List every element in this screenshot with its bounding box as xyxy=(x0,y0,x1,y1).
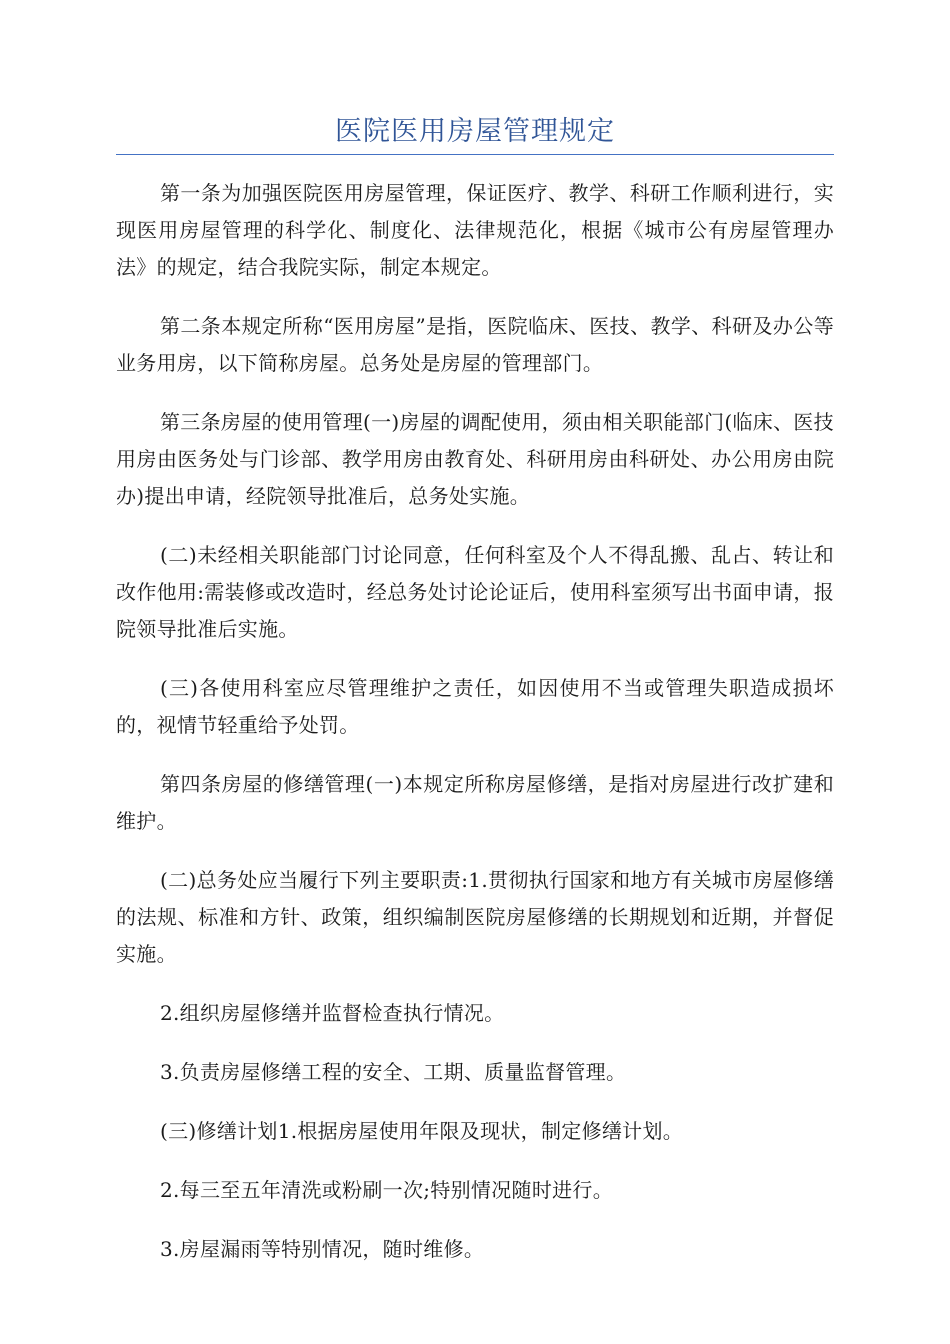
paragraph-article-3-item-3: (三)各使用科室应尽管理维护之责任，如因使用不当或管理失职造成损坏的，视情节轻重给予处罚。 xyxy=(116,676,834,737)
paragraph-plan-2: 2.每三至五年清洗或粉刷一次;特别情况随时进行。 xyxy=(160,1178,614,1202)
paragraph-article-4: 第四条房屋的修缮管理(一)本规定所称房屋修缮，是指对房屋进行改扩建和维护。 xyxy=(116,772,834,833)
paragraph-plan-3: 3.房屋漏雨等特别情况，随时维修。 xyxy=(160,1237,485,1261)
paragraph-duty-2: 2.组织房屋修缮并监督检查执行情况。 xyxy=(160,1001,505,1025)
title-underline xyxy=(116,154,834,155)
paragraph-article-4-item-2: (二)总务处应当履行下列主要职责:1.贯彻执行国家和地方有关城市房屋修缮的法规、标准和方针、政策，组织编制医院房屋修缮的长期规划和近期，并督促实施。 xyxy=(116,868,834,966)
document-body xyxy=(116,175,834,1290)
paragraph-article-4-item-3: (三)修缮计划1.根据房屋使用年限及现状，制定修缮计划。 xyxy=(160,1119,684,1143)
paragraph-article-3-item-2: (二)未经相关职能部门讨论同意，任何科室及个人不得乱搬、乱占、转让和改作他用:需装修或改造时，经总务处讨论论证后，使用科室须写出书面申请，报院领导批准后实施。 xyxy=(116,543,834,641)
paragraph-article-2: 第二条本规定所称“医用房屋”是指，医院临床、医技、教学、科研及办公等业务用房，以下简称房屋。总务处是房屋的管理部门。 xyxy=(116,314,834,375)
paragraph-duty-3: 3.负责房屋修缮工程的安全、工期、质量监督管理。 xyxy=(160,1060,627,1084)
paragraph-article-1: 第一条为加强医院医用房屋管理，保证医疗、教学、科研工作顺利进行，实现医用房屋管理的科学化、制度化、法律规范化，根据《城市公有房屋管理办法》的规定，结合我院实际，制定本规定。 xyxy=(116,181,834,279)
page-title: 医院医用房屋管理规定 xyxy=(335,116,615,147)
paragraph-article-3: 第三条房屋的使用管理(一)房屋的调配使用，须由相关职能部门(临床、医技用房由医务处与门诊部、教学用房由教育处、科研用房由科研处、办公用房由院办)提出申请，经院领导批准后，总务处实施。 xyxy=(116,410,834,508)
